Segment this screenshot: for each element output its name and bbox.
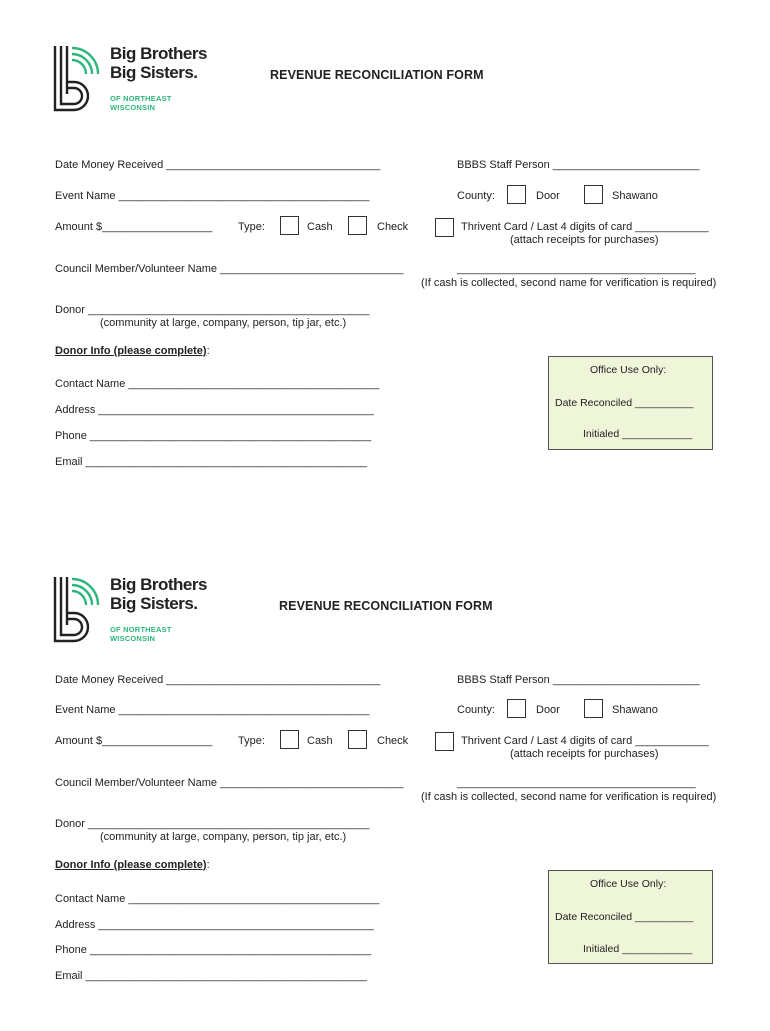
attach-note: (attach receipts for purchases): [510, 234, 659, 246]
logo-sub-1: OF NORTHEAST: [110, 625, 172, 634]
donor-info-colon: :: [206, 859, 210, 871]
date-money-received-field[interactable]: Date Money Received ___________________________________: [55, 159, 381, 171]
type-check-checkbox[interactable]: [348, 216, 367, 235]
event-name-field[interactable]: Event Name _________________________________________: [55, 704, 370, 716]
date-reconciled-field[interactable]: Date Reconciled __________: [555, 397, 694, 409]
type-cash-label: Cash: [307, 735, 333, 747]
email-field[interactable]: Email ______________________________________________: [55, 456, 367, 468]
county-door-label: Door: [536, 190, 560, 202]
donor-info-title: Donor Info (please complete): [55, 345, 207, 357]
council-member-field[interactable]: Council Member/Volunteer Name ______________________________: [55, 777, 404, 789]
second-name-note: (If cash is collected, second name for verification is required): [421, 277, 717, 289]
county-label: County:: [457, 190, 495, 202]
donor-info-heading: [55, 345, 210, 358]
initialed-field[interactable]: Initialed ____________: [583, 943, 693, 955]
date-money-received-field[interactable]: Date Money Received ___________________________________: [55, 674, 381, 686]
county-shawano-label: Shawano: [612, 190, 658, 202]
county-shawano-label: Shawano: [612, 704, 658, 716]
logo-sub-2: WISCONSIN: [110, 103, 156, 112]
logo-line-2: Big Sisters.: [110, 594, 198, 613]
staff-person-field[interactable]: BBBS Staff Person ________________________: [457, 674, 700, 686]
second-name-field[interactable]: _______________________________________: [457, 777, 696, 789]
logo-line-2: Big Sisters.: [110, 63, 198, 82]
second-name-note: (If cash is collected, second name for verification is required): [421, 791, 717, 803]
donor-info-title: Donor Info (please complete): [55, 859, 207, 871]
county-door-label: Door: [536, 704, 560, 716]
initialed-field[interactable]: Initialed ____________: [583, 428, 693, 440]
office-use-box: [548, 870, 713, 964]
form-title: REVENUE RECONCILIATION FORM: [279, 599, 493, 613]
revenue-form-2: [0, 531, 770, 1031]
bbbs-logo-mark-icon: [52, 575, 102, 645]
date-reconciled-field[interactable]: Date Reconciled __________: [555, 911, 694, 923]
type-check-checkbox[interactable]: [348, 730, 367, 749]
thrivent-checkbox[interactable]: [435, 732, 454, 751]
event-name-field[interactable]: Event Name _________________________________________: [55, 190, 370, 202]
logo-sub-2: WISCONSIN: [110, 634, 156, 643]
type-check-label: Check: [377, 735, 409, 747]
logo-line-1: Big Brothers: [110, 44, 207, 63]
office-use-box: [548, 356, 713, 450]
county-shawano-checkbox[interactable]: [584, 699, 603, 718]
county-door-checkbox[interactable]: [507, 699, 526, 718]
council-member-field[interactable]: Council Member/Volunteer Name ______________________________: [55, 263, 404, 275]
donor-note: (community at large, company, person, tip jar, etc.): [100, 317, 347, 329]
type-cash-label: Cash: [307, 221, 333, 233]
thrivent-field[interactable]: Thrivent Card / Last 4 digits of card ____________: [461, 735, 709, 747]
staff-person-field[interactable]: BBBS Staff Person ________________________: [457, 159, 700, 171]
county-door-checkbox[interactable]: [507, 185, 526, 204]
type-check-label: Check: [377, 221, 409, 233]
type-label: Type:: [238, 735, 265, 747]
address-field[interactable]: Address _____________________________________________: [55, 404, 374, 416]
contact-name-field[interactable]: Contact Name _________________________________________: [55, 378, 380, 390]
email-field[interactable]: Email ______________________________________________: [55, 970, 367, 982]
type-cash-checkbox[interactable]: [280, 216, 299, 235]
bbbs-logo-mark-icon: [52, 44, 102, 114]
donor-field[interactable]: Donor ______________________________________________: [55, 818, 370, 830]
thrivent-field[interactable]: Thrivent Card / Last 4 digits of card ____________: [461, 221, 709, 233]
logo-line-1: Big Brothers: [110, 575, 207, 594]
thrivent-checkbox[interactable]: [435, 218, 454, 237]
donor-info-heading: [55, 859, 210, 872]
amount-field[interactable]: Amount $__________________: [55, 735, 213, 747]
attach-note: (attach receipts for purchases): [510, 748, 659, 760]
revenue-form-1: [0, 0, 770, 500]
phone-field[interactable]: Phone ______________________________________________: [55, 944, 372, 956]
contact-name-field[interactable]: Contact Name _________________________________________: [55, 893, 380, 905]
bbbs-logo: [52, 575, 207, 647]
form-title: REVENUE RECONCILIATION FORM: [270, 68, 484, 82]
type-cash-checkbox[interactable]: [280, 730, 299, 749]
donor-info-colon: :: [206, 345, 210, 357]
donor-note: (community at large, company, person, tip jar, etc.): [100, 831, 347, 843]
logo-sub-1: OF NORTHEAST: [110, 94, 172, 103]
phone-field[interactable]: Phone ______________________________________________: [55, 430, 372, 442]
office-use-title: Office Use Only:: [590, 364, 667, 376]
amount-field[interactable]: Amount $__________________: [55, 221, 213, 233]
second-name-field[interactable]: _______________________________________: [457, 263, 696, 275]
bbbs-logo: [52, 44, 207, 116]
county-shawano-checkbox[interactable]: [584, 185, 603, 204]
address-field[interactable]: Address _____________________________________________: [55, 919, 374, 931]
donor-field[interactable]: Donor ______________________________________________: [55, 304, 370, 316]
type-label: Type:: [238, 221, 265, 233]
county-label: County:: [457, 704, 495, 716]
office-use-title: Office Use Only:: [590, 878, 667, 890]
